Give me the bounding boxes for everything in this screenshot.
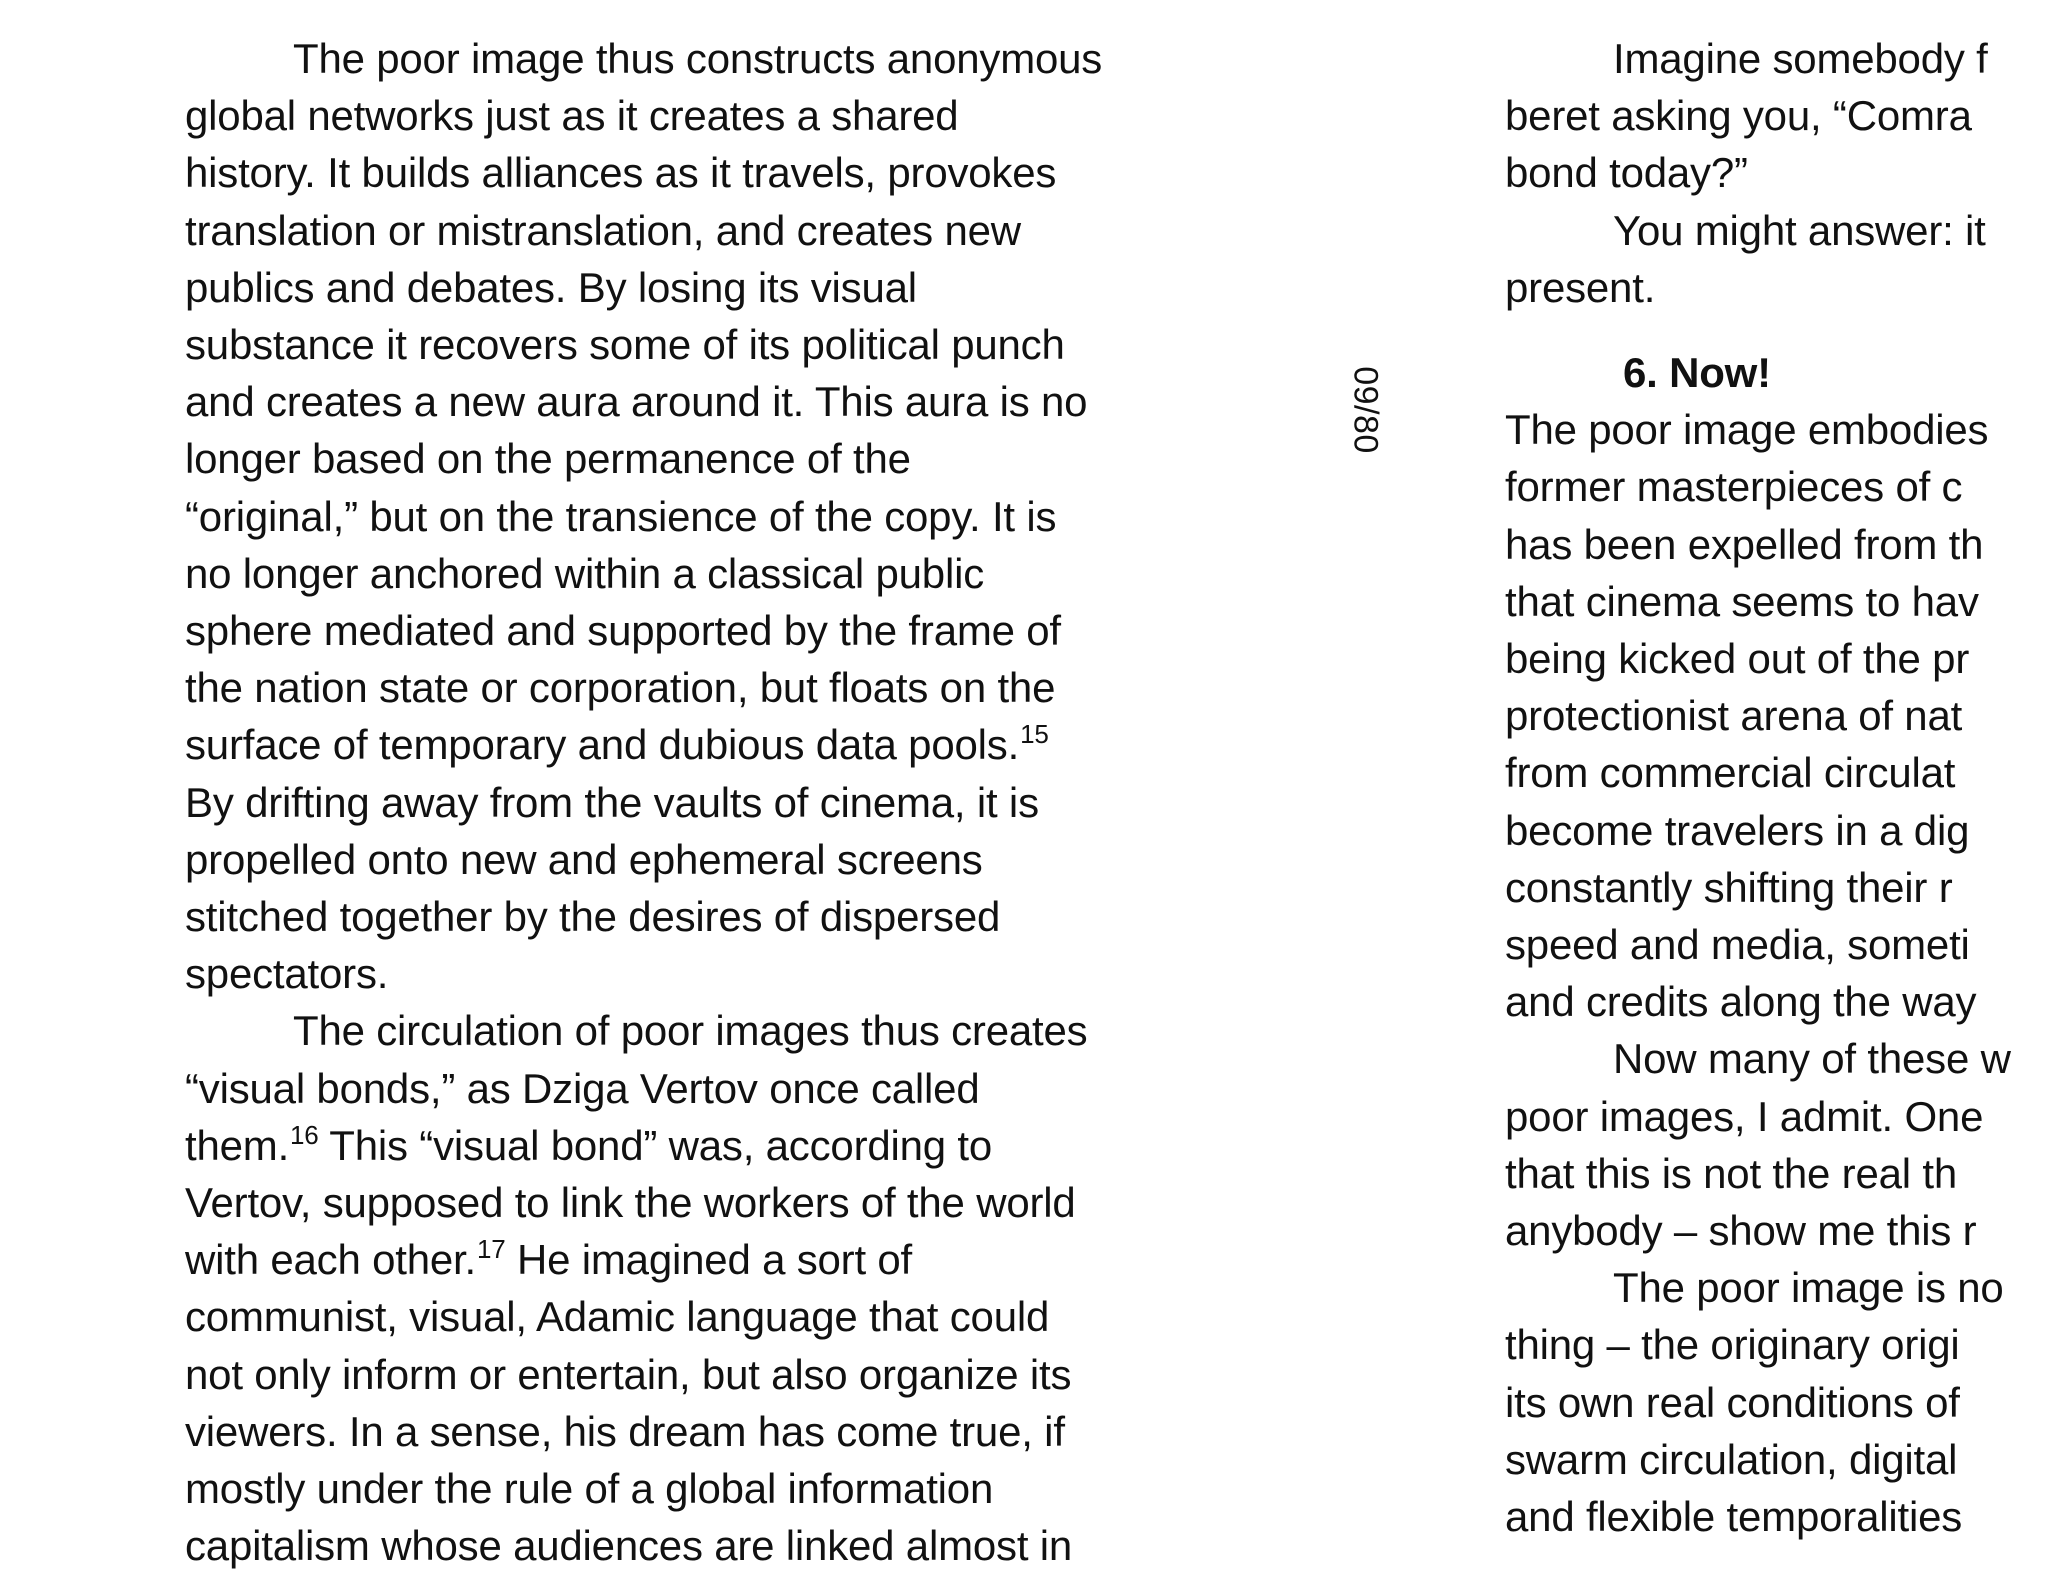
text-line: [1505, 144, 2065, 201]
line-text: not only inform or entertain, but also organize its: [185, 1350, 1072, 1398]
line-text: The circulation of poor images thus creates: [293, 1007, 1088, 1055]
text-line: [185, 831, 1275, 888]
line-text: being kicked out of the pr: [1505, 635, 1970, 683]
text-line: [1505, 1316, 2065, 1373]
text-line: [1505, 573, 2065, 630]
line-text: them.: [185, 1121, 290, 1169]
text-line: [185, 602, 1275, 659]
line-text: thing – the originary origi: [1505, 1321, 1960, 1369]
line-text: that this is not the real th: [1505, 1149, 1957, 1197]
text-line: [1505, 1202, 2065, 1259]
line-text: Imagine somebody f: [1613, 35, 1988, 82]
line-text: capitalism whose audiences are linked almost in: [185, 1522, 1073, 1570]
text-line: [1505, 859, 2065, 916]
line-text: publics and debates. By losing its visual: [185, 263, 917, 311]
line-text-continued: He imagined a sort of: [505, 1236, 913, 1284]
line-text: and flexible temporalities: [1505, 1493, 1963, 1541]
line-text: and creates a new aura around it. This aura is no: [185, 378, 1088, 426]
text-line: [1505, 1088, 2065, 1145]
text-line: [185, 545, 1275, 602]
line-text-continued: This “visual bond” was, according to: [318, 1121, 993, 1169]
left-text-column: [185, 30, 1275, 1574]
section-heading: [1505, 344, 2065, 401]
line-text: The poor image embodies: [1505, 406, 1989, 454]
text-line: [1505, 202, 2065, 259]
text-line: [185, 1117, 1275, 1174]
text-line: [1505, 1259, 2065, 1316]
line-text: has been expelled from th: [1505, 520, 1984, 568]
line-text: the nation state or corporation, but floats on the: [185, 664, 1056, 712]
text-line: [1505, 973, 2065, 1030]
line-text: become travelers in a dig: [1505, 806, 1970, 854]
line-text: longer based on the permanence of the: [185, 435, 911, 483]
text-line: [1505, 744, 2065, 801]
line-text: bond today?”: [1505, 149, 1748, 197]
line-text: communist, visual, Adamic language that could: [185, 1293, 1050, 1341]
line-text: with each other.: [185, 1236, 476, 1284]
text-line: [185, 373, 1275, 430]
line-text: anybody – show me this r: [1505, 1207, 1977, 1255]
line-text: present.: [1505, 263, 1656, 311]
text-line: [185, 1002, 1275, 1059]
text-line: [1505, 401, 2065, 458]
line-text: stitched together by the desires of dispersed: [185, 893, 1001, 941]
text-line: [185, 1403, 1275, 1460]
line-text: spectators.: [185, 950, 389, 998]
text-line: [1505, 630, 2065, 687]
footnote-marker: 17: [477, 1234, 506, 1265]
text-line: [1505, 30, 2065, 87]
text-line: [185, 888, 1275, 945]
text-line: [185, 945, 1275, 1002]
text-line: [1505, 1488, 2065, 1545]
text-line: [1505, 259, 2065, 316]
text-line: [185, 1060, 1275, 1117]
text-line: [1505, 916, 2065, 973]
line-text: from commercial circulat: [1505, 749, 1956, 797]
text-line: [185, 87, 1275, 144]
line-text: By drifting away from the vaults of cinema, it is: [185, 778, 1039, 826]
line-text: that cinema seems to hav: [1505, 577, 1979, 625]
text-line: [1505, 1145, 2065, 1202]
line-text: substance it recovers some of its political punch: [185, 321, 1065, 369]
line-text: Now many of these w: [1613, 1035, 2011, 1083]
text-line: [185, 144, 1275, 201]
text-line: [185, 316, 1275, 373]
text-line: [1505, 516, 2065, 573]
text-line: [185, 488, 1275, 545]
line-text: surface of temporary and dubious data pools.: [185, 721, 1020, 769]
text-line: [185, 202, 1275, 259]
line-text: You might answer: it: [1613, 206, 1986, 254]
text-line: [185, 1517, 1275, 1574]
text-line: [185, 1288, 1275, 1345]
line-text: The poor image thus constructs anonymous: [293, 35, 1103, 82]
line-text: viewers. In a sense, his dream has come true, if: [185, 1407, 1065, 1455]
text-line: [185, 1231, 1275, 1288]
text-line: [185, 716, 1275, 773]
text-line: [185, 1346, 1275, 1403]
text-line: [185, 430, 1275, 487]
text-line: [1505, 1030, 2065, 1087]
line-text: The poor image is no: [1613, 1264, 2004, 1312]
section-gap: [1505, 316, 2065, 344]
text-line: [185, 659, 1275, 716]
page-number: 09/80: [1346, 366, 1385, 454]
line-text: and credits along the way: [1505, 978, 1977, 1026]
line-text: protectionist arena of nat: [1505, 692, 1963, 740]
line-text: no longer anchored within a classical public: [185, 549, 985, 597]
line-text: poor images, I admit. One: [1505, 1092, 1984, 1140]
footnote-marker: 16: [290, 1119, 319, 1150]
footnote-marker: 15: [1020, 719, 1049, 750]
line-text: 6. Now!: [1623, 349, 1771, 397]
line-text: “visual bonds,” as Dziga Vertov once called: [185, 1064, 980, 1112]
line-text: speed and media, someti: [1505, 921, 1970, 969]
line-text: Vertov, supposed to link the workers of the world: [185, 1179, 1076, 1227]
text-line: [185, 30, 1275, 87]
line-text: sphere mediated and supported by the frame of: [185, 607, 1061, 655]
right-text-column: [1505, 30, 2065, 1545]
text-line: [185, 1174, 1275, 1231]
text-line: [185, 1460, 1275, 1517]
text-line: [1505, 1431, 2065, 1488]
line-text: beret asking you, “Comra: [1505, 92, 1972, 140]
line-text: former masterpieces of c: [1505, 463, 1963, 511]
line-text: global networks just as it creates a shared: [185, 92, 959, 140]
line-text: mostly under the rule of a global information: [185, 1465, 994, 1513]
line-text: propelled onto new and ephemeral screens: [185, 835, 983, 883]
text-line: [1505, 458, 2065, 515]
line-text: translation or mistranslation, and creates new: [185, 206, 1021, 254]
line-text: “original,” but on the transience of the copy. It is: [185, 492, 1057, 540]
text-line: [1505, 802, 2065, 859]
line-text: history. It builds alliances as it travels, provokes: [185, 149, 1057, 197]
line-text: constantly shifting their r: [1505, 863, 1953, 911]
line-text: swarm circulation, digital: [1505, 1435, 1958, 1483]
text-line: [185, 774, 1275, 831]
text-line: [1505, 1374, 2065, 1431]
line-text: its own real conditions of: [1505, 1378, 1960, 1426]
text-line: [185, 259, 1275, 316]
text-line: [1505, 87, 2065, 144]
text-line: [1505, 687, 2065, 744]
